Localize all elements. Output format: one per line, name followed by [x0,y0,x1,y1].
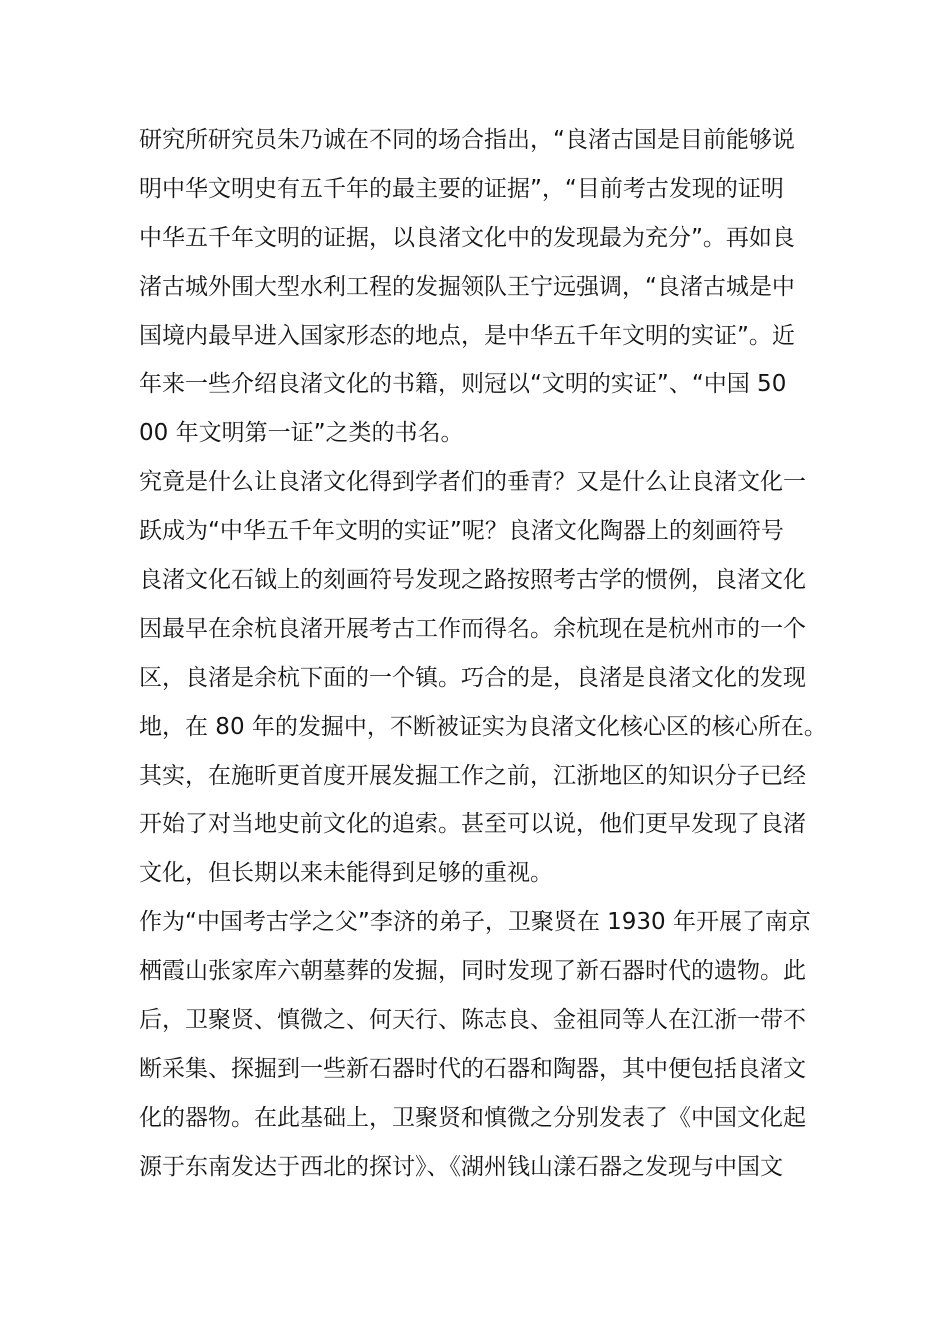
text-line: 地，在 80 年的发掘中，不断被证实为良渚文化核心区的核心所在。 [139,713,827,740]
text-line: 化的器物。在此基础上，卫聚贤和慎微之分别发表了《中国文化起 [139,1104,806,1131]
text-line: 因最早在余杭良渚开展考古工作而得名。余杭现在是杭州市的一个 [139,615,806,642]
text-line: 国境内最早进入国家形态的地点，是中华五千年文明的实证”。近 [139,322,795,349]
text-line: 后，卫聚贤、慎微之、何天行、陈志良、金祖同等人在江浙一带不 [139,1007,806,1034]
text-line: 研究所研究员朱乃诚在不同的场合指出，“良渚古国是目前能够说 [139,127,795,153]
text-line: 究竟是什么让良渚文化得到学者们的垂青？又是什么让良渚文化一 [139,469,806,496]
text-line: 明中华文明史有五千年的最主要的证据”，“目前考古发现的证明 [139,175,784,202]
text-line: 栖霞山张家库六朝墓葬的发掘，同时发现了新石器时代的遗物。此 [139,958,806,985]
text-line: 年来一些介绍良渚文化的书籍，则冠以“文明的实证”、“中国 50 [139,371,787,398]
text-line: 源于东南发达于西北的探讨》、《湖州钱山漾石器之发现与中国文 [139,1153,783,1180]
text-line: 区，良渚是余杭下面的一个镇。巧合的是，良渚是良渚文化的发现 [139,664,806,691]
text-line: 断采集、探掘到一些新石器时代的石器和陶器，其中便包括良渚文 [139,1055,806,1082]
text-line: 良渚文化石钺上的刻画符号发现之路按照考古学的惯例，良渚文化 [139,567,806,594]
text-line: 渚古城外围大型水利工程的发掘领队王宁远强调，“良渚古城是中 [139,273,795,300]
text-line: 00 年文明第一证”之类的书名。 [139,420,464,447]
body-text [139,116,827,1192]
text-line: 开始了对当地史前文化的追索。甚至可以说，他们更早发现了良渚 [139,811,806,838]
text-line: 跃成为“中华五千年文明的实证”呢？良渚文化陶器上的刻画符号 [139,518,784,545]
text-line: 其实，在施昕更首度开展发掘工作之前，江浙地区的知识分子已经 [139,762,806,789]
text-line: 文化，但长期以来未能得到足够的重视。 [139,860,553,887]
text-line: 中华五千年文明的证据，以良渚文化中的发现最为充分”。再如良 [139,224,795,251]
text-line: 作为“中国考古学之父”李济的弟子，卫聚贤在 1930 年开展了南京 [139,909,811,936]
